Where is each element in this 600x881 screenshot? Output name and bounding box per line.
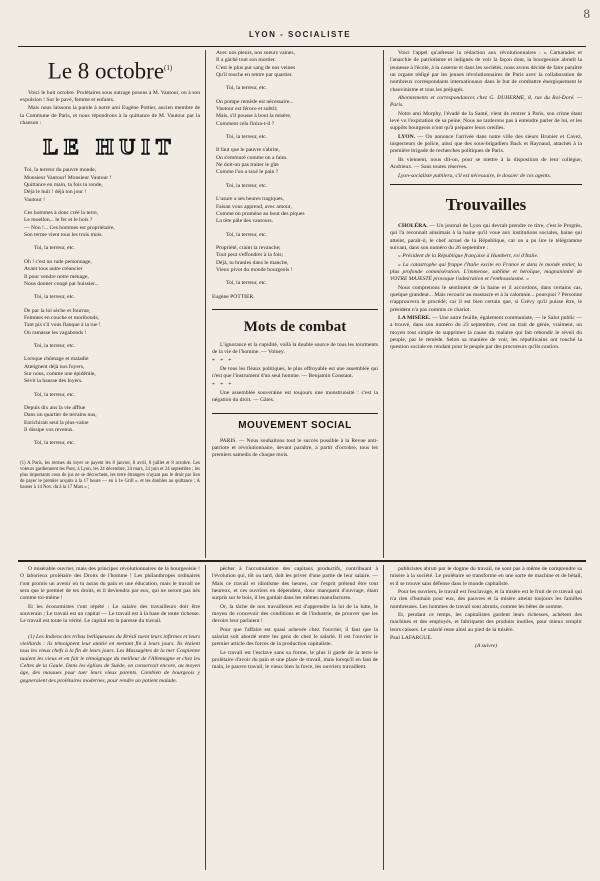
box-title: Mots de combat	[243, 318, 347, 335]
paragraph: O misérable ouvrier, mais des principes révolutionnaires de la bourgeoisie ! O laborieux prolétaire des Droits de l'homme ! Les philanthropes ordinaires t'ont promis un avenir où tu auras du pain et une éducation, mais le travail ne sera que le premier de tes droits, et il deviendra par eux, qui ne seront pas nés comme toi-même !	[20, 566, 200, 602]
column-divider	[205, 565, 206, 870]
verse-line: L'usure a ses heures tragiques,	[216, 196, 284, 203]
verse-line: Avec nos pleurs, nos sueurs vaines,	[216, 50, 295, 56]
song-verses	[20, 167, 200, 453]
verse-line: Faisan vous apprend, avec amour,	[216, 203, 292, 210]
separator: * * *	[212, 357, 234, 364]
verse-line: Toi, la terreur, etc.	[226, 231, 268, 238]
column-3	[390, 50, 582, 555]
masthead: LYON - SOCIALISTE	[248, 30, 352, 39]
paragraph: pêcher à l'accumulation des capitaux productifs, contribuant à l'évolution qui, tôt ou tard, doit les priver d'une partie de leur salaire. — Mais ce travail et idiotisme des heures, car l'esprit prétend être tout heureux, et ces ouvriers en dépendent, donc manquent d'ouvrage, étant surpris sur le bois, il les gardait dans les mêmes manufactures.	[212, 566, 378, 602]
verse-line: Quittance en main, ta fois ta ronde,	[24, 182, 103, 189]
verse-line: Toi, la terreur du pauvre monde,	[24, 167, 97, 174]
verse-line: — Non !... Ces hommes est propriétaire,	[24, 224, 115, 231]
verse-line: Déjà le huit ! déjà ton jour !	[24, 189, 87, 196]
verse-line: Toi, la terreur, etc.	[34, 245, 76, 252]
verse-line: On pompe remède est nécessaire...	[216, 98, 294, 105]
column-1	[20, 50, 200, 555]
paragraph: Pour les ouvriers, le travail est l'esclavage, et la misère est le fruit de ce travail qui n'a rien d'humain pour eux, des pauvres et la misère atteint toujours les familles nombreuses. Les hommes de travail sont abrutis, comme les bêtes de somme.	[390, 589, 582, 610]
verse-line: De par la loi sèche et fourrue,	[24, 307, 91, 314]
verse-line: Enrichirait seul la plus-value	[24, 419, 89, 426]
verse-line: Tout peut s'effondrer à la fois;	[216, 252, 284, 259]
verse-line: Toi, la terreur, etc.	[34, 294, 76, 301]
paragraph: « La catastrophe qui frappe l'Italie excite en France et dans le monde entier, la plus profonde commisération. L'immense, sublime et héroïque, magnanimité de VOTRE MAJESTÉ provoque l'admiration et l'enthousiasme. »	[390, 261, 582, 283]
article-title: Le 8 octobre$^{(1)}$	[47, 58, 173, 84]
verse-line: Déjà, tu branles dans le manche,	[216, 259, 289, 266]
separator: * * *	[212, 381, 234, 388]
verse-line: Toi, la terreur, etc.	[226, 134, 268, 141]
bottom-column-2	[212, 566, 378, 868]
song-title: LE HUIT	[43, 134, 177, 160]
verse-line: Tant pis s'il vous flanque à la rue !	[24, 322, 101, 329]
paragraph: publicistes abruti par le dogme du travail, ne sont pas à même de comprendre sa misère à la société. Le prolétaire se transforme en une sorte de machine et de bétail, et il se trouve sans défense dans le monde capitaliste.	[390, 566, 582, 587]
paragraph: CHOLÉRA. — Un journal de Lyon qui devrait prendre ce titre, c'est le Progrès, qui l'a reconnaît ainsimais à la haine qu'il voue aux institutions sociales, haine qui atteint, paraît-il, le chef actuel de la République, car on a pu lire le télégramme suivant, dans son numéro du 26 septembre :	[390, 222, 582, 251]
verse-line: Nous donner congé par huissier...	[24, 280, 99, 287]
page-number: 8	[583, 6, 590, 21]
paragraph: Ils viennent, nous dit-on, pour se mettre à la disposition de leur collègue, Andrieux. — Sans toutes réserves.	[390, 156, 582, 171]
section-title: Trouvailles	[445, 194, 527, 214]
paragraph: Notre ami Morphy, l'évadé de la Santé, vient de rentrer à Paris, son crime étant levé vu l'expiration de sa peine. Nous ne tarderons pas à entendre parler de lui, et les suppôts bourgeois n'ont qu'à préparer leurs oreilles.	[390, 110, 582, 132]
verse-line: Dans un quartier de terrains nus,	[24, 412, 97, 419]
paragraph: LYON. — On annonce l'arrivée dans notre ville des sieurs Brunier et Cavez, inspecteurs de police, ainsi que des sous-brigadiers Back et Raynaud, attachés à la première brigade de recherches politiques de Paris.	[390, 133, 582, 155]
bottom-column-1	[20, 566, 200, 868]
verse-line: Femmes en couche et moribonds,	[24, 314, 100, 321]
section-title: MOUVEMENT SOCIAL	[238, 419, 352, 431]
paragraph: Nous comprenons le sentiment de la haine et il accordons, dans certains cas, quelque grandeur... Mais recourir au massacre et à la calomnie... pourquoi ? Personne n'approuvera le procédé; car il est bien certain que, si Grévy qu'il puisse être, le président n'a pas commis ce chariot.	[390, 284, 582, 313]
verse-line: Le moellon... le fer et le bois ?	[24, 217, 93, 224]
verse-line: Son terme vient tous les trois mois.	[24, 232, 103, 239]
verse-line: Avant tous autre créancier	[24, 266, 83, 273]
verse-line: Comment cela finira-t-il ?	[216, 120, 275, 127]
paragraph: LA MISÈRE. — Une autre feuille, également communiste, — le Salut public — a trouvé, dans son numéro du 23 septembre, c'est un trait de génie, vraiment, un moyen tout simple de supprimer la cause du malaire qui fait rebondir le réveil du peuple, par le remède. Selon sa manière de voir, les républicains ont touché la question sociale en rendant pour le peuple par des procureurs qu'ils caution.	[390, 314, 582, 351]
verse-line: C'est le plus pur sang de nos veines	[216, 64, 296, 71]
verse-line: Toi, la terreur, etc.	[34, 440, 76, 447]
verse-line: Lorsque chômage et maladie	[24, 356, 89, 363]
verse-line: Vieux pivot du monde bourgeois !	[216, 266, 293, 273]
paragraph: Lyon-socialiste publiera, s'il est nécessaire, le dossier de ces agents.	[398, 172, 552, 179]
verse-line: Comme on promène au bout des piques	[216, 210, 305, 217]
column-2	[212, 50, 378, 555]
bottom-column-3	[390, 566, 582, 868]
column-divider	[383, 565, 384, 870]
verse-line: Qu'il touche en rentre par quartier.	[216, 72, 293, 79]
verse-line: La tête pâle des vautours.	[216, 218, 274, 225]
verse-line: Il pour vendre notre ménage,	[24, 273, 89, 280]
verse-line: Sévit la hausse des loyers.	[24, 378, 83, 385]
paragraph: Et, pendant ce temps, les capitalistes gardent leurs richesses, achètent des machines et des employés, et fabriquent des produits inutiles, pour mieux remplir leurs caisses. Le salarié reste ainsi au pied de la misère.	[390, 612, 582, 633]
section-rule	[18, 560, 586, 562]
intro-paragraph: Voici le huit octobre. Prolétaires sous outrage posons à M. Vautour, ou à son expulsion ! Sur le pavé, femme et enfants.	[20, 89, 200, 103]
paragraph: Or, la tâche de nos travailleurs est d'apprendre la loi de la lutte, le moyen de concevoir des conditions et de l'industrie, de prouver que les devoirs leur parlaient !	[212, 603, 378, 625]
author-signature: Paul LAFARGUE.	[390, 635, 433, 642]
paragraph: Abonnements et correspondances chez G. DUHERME, 8, rue du Roi-Doré. — Paris.	[390, 95, 582, 109]
footnote: (1) Les Indiens des tribus belliqueuses du Brésil tuent leurs infirmes et leurs vieillards : ils témoignent leur amitié en mettant fin à leurs jours. Ils étaient tous les vieux chefs à la fin de leurs jours. Les Massagètes de la mer Caspienne tuaient les vieux et en fait le témoignage du meilleur de l'Allemagne et chez les Celtes de la Gaule. Dans les églises de Suède, on conservait encore, au moyen âge, des massues pour tuer leurs vieux parents. Combien de bourgeois y gagneraient des prolétaires modernes, pour rendre un patient malade.	[20, 633, 200, 684]
verse-line: Toi, la terreur, etc.	[34, 391, 76, 398]
verse-line: Depuis dix ans la vie afflue	[24, 404, 86, 411]
verse-line: Toi, la terreur, etc.	[226, 85, 268, 92]
verse-line: Vautour !	[24, 196, 45, 203]
verse-line: Toi, la terreur, etc.	[226, 280, 268, 287]
continued-note: (A suivre)	[475, 643, 497, 650]
verse-line: Propriété, craint la revanche;	[216, 244, 281, 251]
verse-line: Monsieur Vautour! Monsieur Vautour !	[24, 174, 112, 181]
verse-line: Vautour est féroce et subtil;	[216, 106, 278, 113]
verse-line: Toi, la terreur, etc.	[34, 342, 76, 349]
column-divider	[205, 50, 206, 558]
quote: De tous les fléaux politiques, le plus effroyable est une assemblée qui n'est que l'instrument d'un seul homme. — Benjamin Constant.	[212, 365, 378, 380]
verse-line: Où ramasse les vagabonds !	[24, 329, 87, 336]
author-signature: Eugène POTTIER.	[212, 293, 255, 300]
intro-paragraph: Mais nous laissons la parole à notre ami Eugène Pottier, ancien membre de la Commune de Paris, et nous répondrons à la quittance de M. Vautour par la chanson :	[20, 105, 200, 127]
footnote: (1) A Paris, les termes du loyer se payent les 8 janvier, 8 avril, 8 juillet et 8 octobre. Les voleurs gardiennent les Pont, à Lyon, les 24 décembre, 24 mars, 24 juin et 24 septembre ; les plus importants cous de jus ne se décrochent, les terre étrangers n'ayant pas le droit par lieu de payer le premier acquits à la 17 heure — en à 1e Grill ». et les doubles au quittance ; A hauser à 14 Nov. du à la 17 Mars » ;	[20, 460, 200, 490]
verse-line: Atteignent déjà nos foyers,	[24, 363, 85, 370]
verse-line: On s'emmuré comme on a faim.	[216, 154, 288, 161]
verse-line: Il a gâché tout son mortier.	[216, 57, 276, 64]
verse-line: Il faut que le pauvre s'abrite,	[216, 147, 280, 154]
verse-line: Mais, s'il pousse à bout la misère,	[216, 113, 292, 120]
paragraph: Le travail est l'esclave sans sa forme, le plus il garde de la terre le prolétaire d'avoir du pain et une place de travail, mais lorsqu'il en faut de main, le pauvre travail, le vieux bien la force, les ouvriers travaillent.	[212, 649, 378, 671]
section-paragraph: PARIS. — Nous souhaitons tout le succès possible à la Revue anti-patriote et révolutionnaire, devant paraître, à partir d'octobre, tous les premiers samedis de chaque mois.	[212, 437, 378, 459]
verse-line: Sur nous, comme une épidémie,	[24, 370, 96, 377]
quote: Une assemblée souveraine est toujours une monstruosité : c'est la négation du droit. — Gâtes.	[212, 390, 378, 404]
paragraph: « Président de la République française à Humbert, roi d'Italie.	[398, 253, 539, 260]
paragraph: Et les économistes t'ont répété : Le salaire des travailleurs doit être souverain ; Le travail est un capital — Le travail est à la base de toute richesse. Le travail est toute la vérité. Le capital est la paresse du travail.	[20, 603, 200, 625]
verse-line: Ne doit-on pas traiter le gîte	[216, 162, 279, 169]
verse-line: Ces hommes à donc créé la terre,	[24, 210, 99, 217]
verse-line: Toi, la terreur, etc.	[226, 182, 268, 189]
paragraph: Pour que l'affaire est quasi achevée chez l'ouvrier, il faut que la salariat soit abordé entre les gens de chez le salarié. Il est l'ouvrier le premier article des forces de la production capitaliste.	[212, 626, 378, 648]
song-verses-continued	[212, 50, 378, 294]
verse-line: Oh ! c'est un rude personnage,	[24, 258, 92, 265]
quote: L'ignorance et la cupidité, voilà la double source de tous les tourments de la vie de l'homme. — Volney.	[212, 341, 378, 356]
paragraph: Voici l'appel qu'adresse la rédaction aux révolutionnaires : « Camarades et l'anarchie de patriotisme et indignés de voir la façon dont, la bourgeoisie abrutit la jeunesse à l'école, à la caserne et dans les sociétés, nous avons décidé de faire paraître un organe rédigé par les jeunes révolutionnaires de Paris avec la collaboration de nombreux correspondants internationaux dans le but de combattre énergiquement le chauvinisme et tous les préjugés.	[390, 50, 582, 93]
masthead-rule	[18, 46, 586, 47]
column-divider	[383, 50, 384, 558]
verse-line: Il dissipe vos revenus.	[24, 427, 74, 433]
verse-line: Comme l'on a taxé le pain ?	[216, 169, 279, 176]
